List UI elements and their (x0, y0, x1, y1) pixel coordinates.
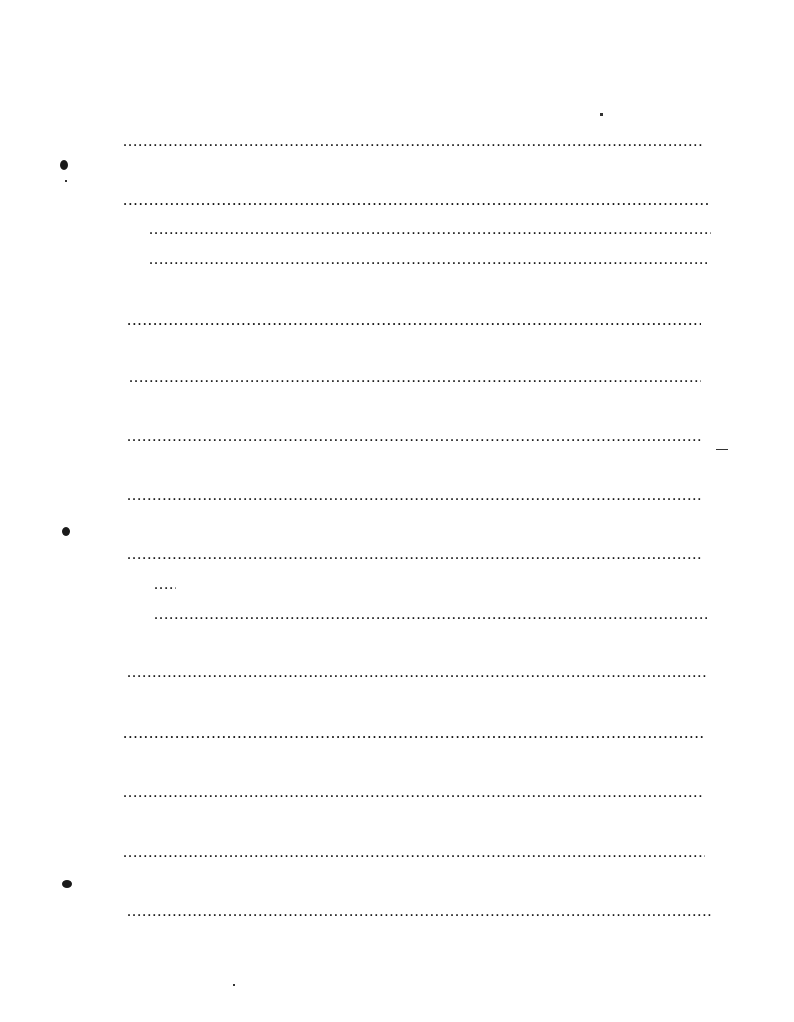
toc-section-1-1 (148, 220, 712, 239)
toc-entry-introduction (122, 132, 704, 151)
toc-leader-dots (123, 783, 703, 802)
toc-leader-dots (127, 427, 701, 446)
toc-section-2-5 (153, 575, 708, 594)
toc-leader-dots (123, 843, 705, 862)
toc-section-2-4 (126, 545, 704, 564)
toc-chapter-3 (122, 723, 704, 743)
scan-speck (65, 180, 67, 182)
toc-section-2-1 (128, 368, 702, 387)
toc-leader-dots (129, 368, 701, 387)
toc-section-2-7 (126, 663, 708, 682)
toc-leader-dots (149, 220, 711, 239)
toc-section-3-2 (122, 843, 706, 862)
toc-section-3-3 (126, 902, 712, 921)
toc-leader-dots (123, 723, 703, 743)
toc-leader-dots (149, 250, 707, 269)
toc-chapter-1 (122, 190, 712, 210)
toc-leader-dots (123, 190, 711, 210)
toc-section-2-6 (153, 605, 708, 624)
scan-mark (60, 160, 68, 170)
toc-leader-dots (127, 545, 703, 564)
toc-chapter-2 (126, 310, 702, 330)
scan-speck (233, 984, 235, 986)
toc-section-1-2 (148, 250, 708, 269)
toc-leader-dots (127, 310, 701, 330)
scan-mark (62, 880, 72, 888)
toc-section-2-3 (126, 486, 704, 505)
toc-leader-dots (127, 902, 711, 921)
toc-leader-dots (127, 663, 707, 682)
scan-speck (600, 113, 603, 116)
toc-section-3-1 (122, 783, 704, 802)
scan-mark (62, 527, 70, 536)
scan-speck (716, 449, 728, 450)
toc-leader-dots (127, 486, 703, 505)
toc-leader-dots (154, 575, 176, 594)
toc-leader-dots (123, 132, 703, 151)
toc-section-2-2 (126, 427, 702, 446)
toc-leader-dots (154, 605, 707, 624)
